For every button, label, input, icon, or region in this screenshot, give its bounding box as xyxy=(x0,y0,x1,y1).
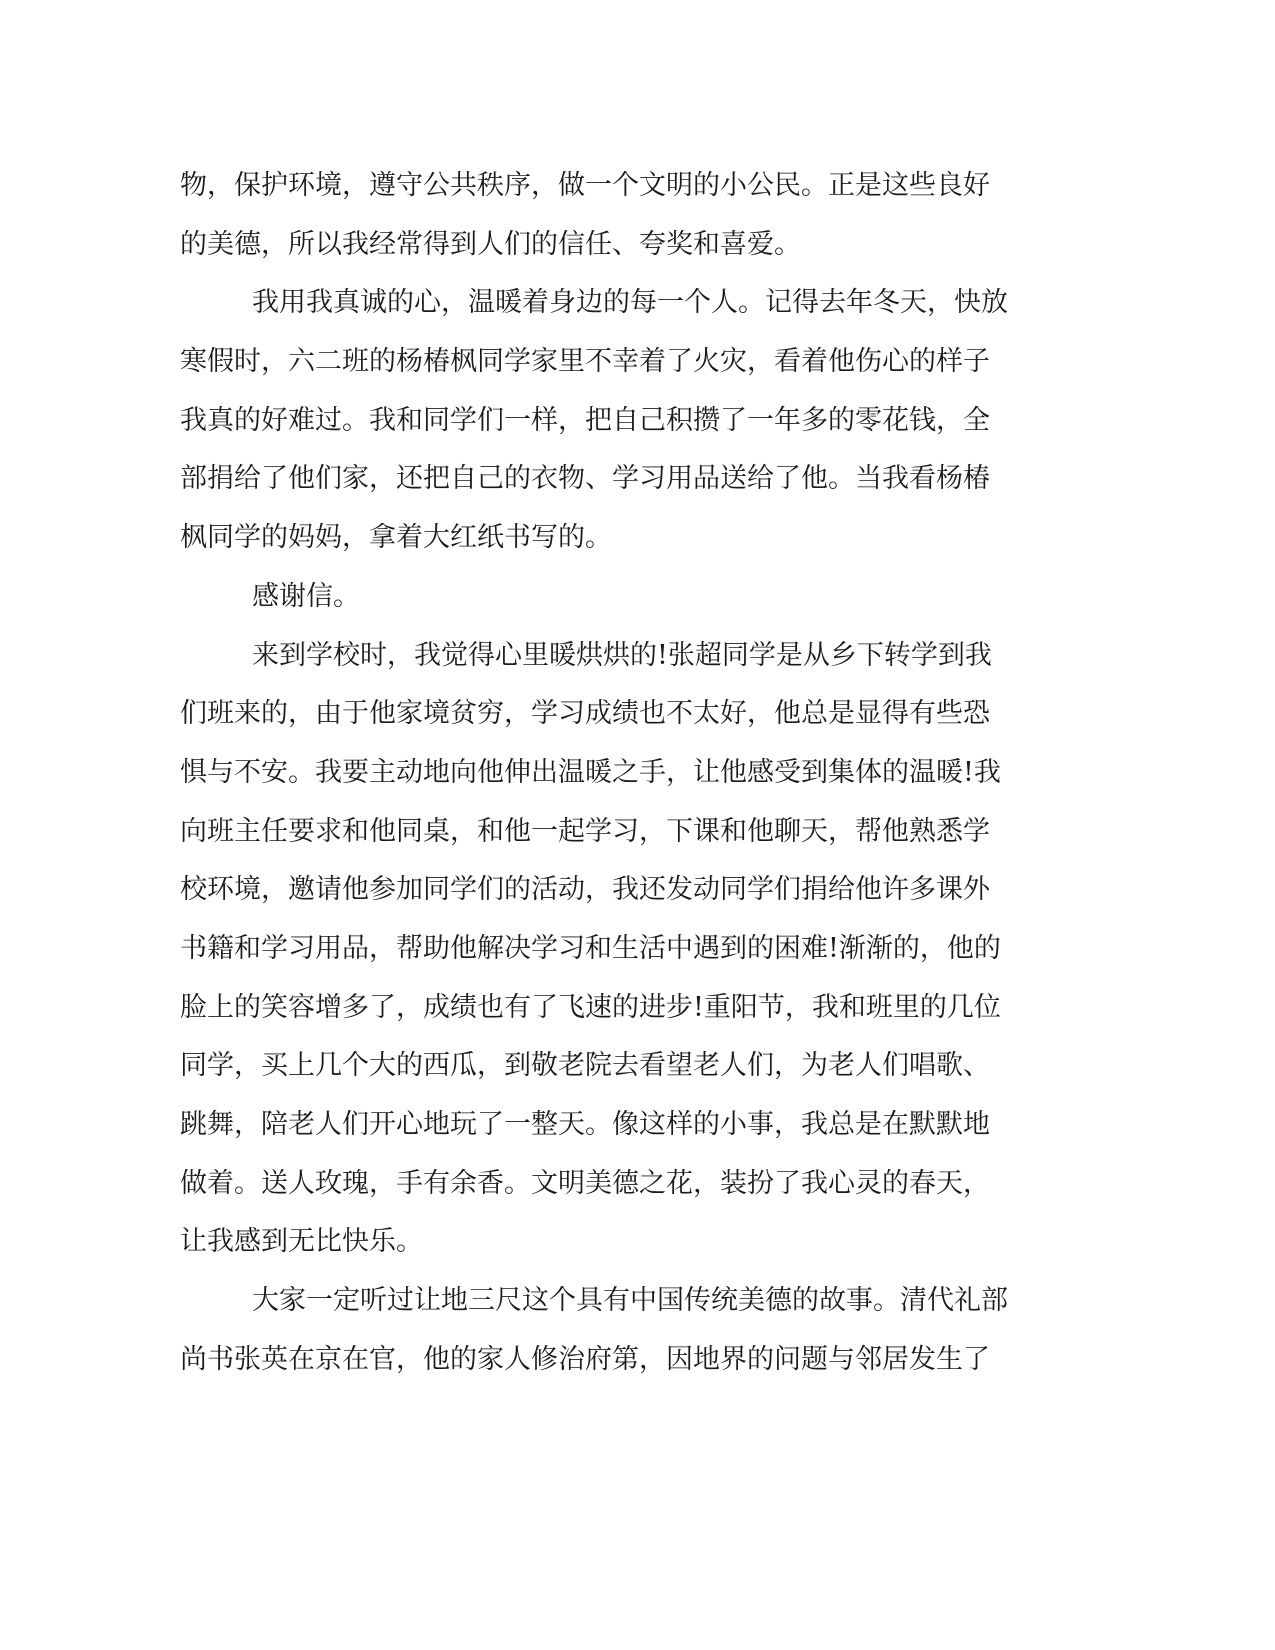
text-line: 校环境，邀请他参加同学们的活动，我还发动同学们捐给他许多课外 xyxy=(180,874,990,906)
text-line: 我真的好难过。我和同学们一样，把自己积攒了一年多的零花钱，全 xyxy=(180,404,990,436)
text-line: 枫同学的妈妈，拿着大红纸书写的。 xyxy=(180,522,612,554)
text-line: 们班来的，由于他家境贫穷，学习成绩也不太好，他总是显得有些恐 xyxy=(180,698,990,730)
text-line: 惧与不安。我要主动地向他伸出温暖之手，让他感受到集体的温暖!我 xyxy=(180,756,1001,788)
paragraph-start-line: 感谢信。 xyxy=(252,580,360,612)
paragraph-start-line: 大家一定听过让地三尺这个具有中国传统美德的故事。清代礼部 xyxy=(252,1285,1008,1317)
text-line: 部捐给了他们家，还把自己的衣物、学习用品送给了他。当我看杨椿 xyxy=(180,463,990,495)
text-line: 寒假时，六二班的杨椿枫同学家里不幸着了火灾，看着他伤心的样子 xyxy=(180,346,990,378)
text-line: 跳舞，陪老人们开心地玩了一整天。像这样的小事，我总是在默默地 xyxy=(180,1109,990,1140)
text-line: 做着。送人玫瑰，手有余香。文明美德之花，装扮了我心灵的春天， xyxy=(180,1167,990,1199)
text-line: 的美德，所以我经常得到人们的信任、夸奖和喜爱。 xyxy=(180,228,801,260)
paragraph-start-line: 我用我真诚的心，温暖着身边的每一个人。记得去年冬天，快放 xyxy=(252,287,1008,319)
text-line: 脸上的笑容增多了，成绩也有了飞速的进步!重阳节，我和班里的几位 xyxy=(180,991,1001,1023)
paragraph-start-line: 来到学校时，我觉得心里暖烘烘的!张超同学是从乡下转学到我 xyxy=(252,639,992,671)
document-body xyxy=(180,157,1040,1389)
text-line: 让我感到无比快乐。 xyxy=(180,1226,423,1258)
text-line: 尚书张英在京在官，他的家人修治府第，因地界的问题与邻居发生了 xyxy=(180,1343,990,1375)
text-line: 向班主任要求和他同桌，和他一起学习，下课和他聊天，帮他熟悉学 xyxy=(180,815,990,847)
text-line: 同学，买上几个大的西瓜，到敬老院去看望老人们，为老人们唱歌、 xyxy=(180,1050,990,1082)
text-line: 书籍和学习用品，帮助他解决学习和生活中遇到的困难!渐渐的，他的 xyxy=(180,932,1001,964)
text-line: 物，保护环境，遵守公共秩序，做一个文明的小公民。正是这些良好 xyxy=(180,170,990,201)
